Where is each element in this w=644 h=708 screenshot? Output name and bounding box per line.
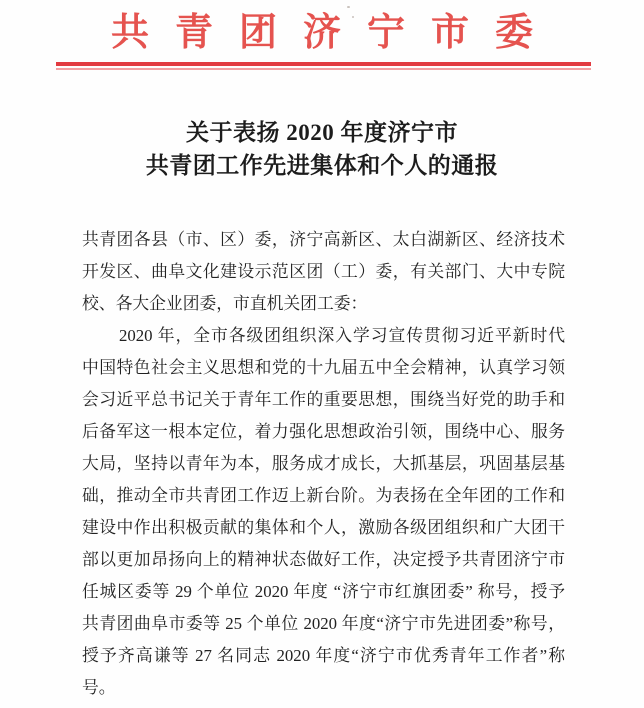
document-body xyxy=(82,224,565,704)
body-line: 2020 年，全市各级团组织深入学习宣传贯彻习近平新时代 xyxy=(119,326,565,345)
body-line: 授予齐高谦等 27 名同志 2020 年度“济宁市优秀青年工作者”称 xyxy=(82,646,565,665)
body-line: 号。 xyxy=(82,678,116,697)
body-line: 后备军这一根本定位，着力强化思想政治引领，围绕中心、服务 xyxy=(82,422,565,441)
body-line: 大局，坚持以青年为本，服务成才成长，大抓基层，巩固基层基 xyxy=(82,454,565,473)
body-line: 部以更加昂扬向上的精神状态做好工作，决定授予共青团济宁市 xyxy=(82,550,565,569)
document-title xyxy=(0,116,644,182)
body-line: 校、各大企业团委，市直机关团工委： xyxy=(82,294,368,313)
body-line: 中国特色社会主义思想和党的十九届五中全会精神，认真学习领 xyxy=(82,358,565,377)
body-line: 任城区委等 29 个单位 2020 年度 “济宁市红旗团委” 称号，授予 xyxy=(82,582,565,601)
letterhead-org-name: 共青团济宁市委 xyxy=(110,12,559,54)
body-line: 开发区、曲阜文化建设示范区团（工）委，有关部门、大中专院 xyxy=(82,262,565,281)
letterhead-rule-thin xyxy=(56,68,591,70)
title-line-2: 共青团工作先进集体和个人的通报 xyxy=(145,153,499,178)
title-line-1: 关于表扬 2020 年度济宁市 xyxy=(186,120,458,145)
body-line: 共青团各县（市、区）委，济宁高新区、太白湖新区、经济技术 xyxy=(82,230,565,249)
body-line: 共青团曲阜市委等 25 个单位 2020 年度“济宁市先进团委”称号， xyxy=(82,614,565,633)
scan-speck xyxy=(347,6,350,8)
body-line: 建设中作出积极贡献的集体和个人，激励各级团组织和广大团干 xyxy=(82,518,565,537)
letterhead-rule xyxy=(56,62,591,70)
letterhead-rule-thick xyxy=(56,62,591,66)
body-line: 础，推动全市共青团工作迈上新台阶。为表扬在全年团的工作和 xyxy=(82,486,565,505)
body-line: 会习近平总书记关于青年工作的重要思想，围绕当好党的助手和 xyxy=(82,390,565,409)
